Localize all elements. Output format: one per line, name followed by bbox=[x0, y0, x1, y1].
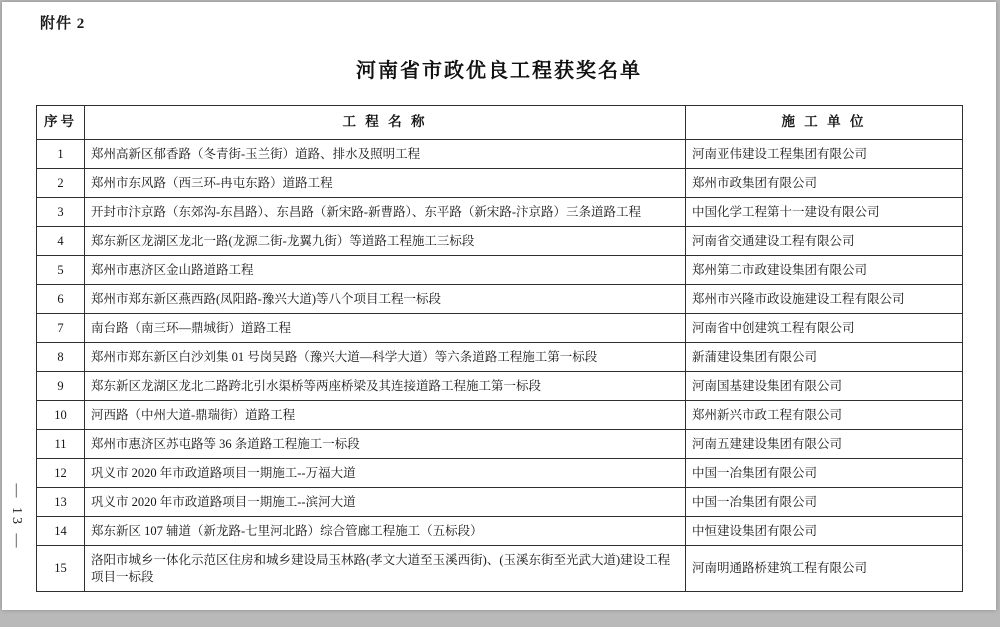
project-name-cell: 河西路（中州大道-鼎瑞街）道路工程 bbox=[85, 401, 686, 430]
project-name-cell: 郑州市东风路（西三环-冉屯东路）道路工程 bbox=[85, 169, 686, 198]
project-name-cell: 郑东新区龙湖区龙北二路跨北引水渠桥等两座桥梁及其连接道路工程施工第一标段 bbox=[85, 372, 686, 401]
row-index-cell: 12 bbox=[37, 459, 85, 488]
row-index-cell: 6 bbox=[37, 285, 85, 314]
project-name-cell: 郑州市郑东新区燕西路(凤阳路-豫兴大道)等八个项目工程一标段 bbox=[85, 285, 686, 314]
table-row bbox=[37, 401, 963, 430]
page-title: 河南省市政优良工程获奖名单 bbox=[356, 60, 642, 82]
project-name-cell: 巩义市 2020 年市政道路项目一期施工--滨河大道 bbox=[85, 488, 686, 517]
construction-unit-cell: 中恒建设集团有限公司 bbox=[686, 517, 963, 546]
construction-unit-cell: 河南五建建设集团有限公司 bbox=[686, 430, 963, 459]
construction-unit-cell: 郑州市政集团有限公司 bbox=[686, 169, 963, 198]
attachment-label: 附件 2 bbox=[40, 16, 86, 32]
construction-unit-cell: 河南国基建设集团有限公司 bbox=[686, 372, 963, 401]
construction-unit-cell: 新蒲建设集团有限公司 bbox=[686, 343, 963, 372]
table-row bbox=[37, 140, 963, 169]
project-name-cell: 郑州高新区郁香路（冬青街-玉兰街）道路、排水及照明工程 bbox=[85, 140, 686, 169]
table-row bbox=[37, 169, 963, 198]
table-row bbox=[37, 285, 963, 314]
row-index-cell: 8 bbox=[37, 343, 85, 372]
project-name-cell: 南台路（南三环—鼎城街）道路工程 bbox=[85, 314, 686, 343]
table-row bbox=[37, 343, 963, 372]
row-index-cell: 13 bbox=[37, 488, 85, 517]
table-row bbox=[37, 517, 963, 546]
construction-unit-cell: 河南亚伟建设工程集团有限公司 bbox=[686, 140, 963, 169]
construction-unit-cell: 中国一冶集团有限公司 bbox=[686, 459, 963, 488]
construction-unit-cell: 中国化学工程第十一建设有限公司 bbox=[686, 198, 963, 227]
row-index-cell: 15 bbox=[37, 546, 85, 592]
col-header-index: 序号 bbox=[37, 106, 85, 140]
col-header-construction-unit: 施 工 单 位 bbox=[686, 106, 963, 140]
project-name-cell: 郑州市惠济区苏屯路等 36 条道路工程施工一标段 bbox=[85, 430, 686, 459]
page-number: — 13 — bbox=[9, 483, 24, 551]
table-row bbox=[37, 488, 963, 517]
awards-table bbox=[36, 105, 963, 592]
col-header-project-name: 工 程 名 称 bbox=[85, 106, 686, 140]
table-row bbox=[37, 198, 963, 227]
row-index-cell: 4 bbox=[37, 227, 85, 256]
construction-unit-cell: 中国一冶集团有限公司 bbox=[686, 488, 963, 517]
table-row bbox=[37, 459, 963, 488]
project-name-cell: 郑州市惠济区金山路道路工程 bbox=[85, 256, 686, 285]
table-row bbox=[37, 256, 963, 285]
table-row bbox=[37, 430, 963, 459]
construction-unit-cell: 郑州新兴市政工程有限公司 bbox=[686, 401, 963, 430]
row-index-cell: 5 bbox=[37, 256, 85, 285]
row-index-cell: 3 bbox=[37, 198, 85, 227]
table-header-row bbox=[37, 106, 963, 140]
project-name-cell: 巩义市 2020 年市政道路项目一期施工--万福大道 bbox=[85, 459, 686, 488]
table-row bbox=[37, 546, 963, 592]
construction-unit-cell: 河南明通路桥建筑工程有限公司 bbox=[686, 546, 963, 592]
document-page bbox=[2, 2, 996, 610]
project-name-cell: 郑州市郑东新区白沙刘集 01 号岗吴路（豫兴大道—科学大道）等六条道路工程施工第一标段 bbox=[85, 343, 686, 372]
row-index-cell: 14 bbox=[37, 517, 85, 546]
row-index-cell: 7 bbox=[37, 314, 85, 343]
project-name-cell: 郑东新区 107 辅道（新龙路-七里河北路）综合管廊工程施工（五标段） bbox=[85, 517, 686, 546]
construction-unit-cell: 郑州第二市政建设集团有限公司 bbox=[686, 256, 963, 285]
construction-unit-cell: 河南省交通建设工程有限公司 bbox=[686, 227, 963, 256]
row-index-cell: 11 bbox=[37, 430, 85, 459]
construction-unit-cell: 河南省中创建筑工程有限公司 bbox=[686, 314, 963, 343]
table-row bbox=[37, 227, 963, 256]
table-row bbox=[37, 314, 963, 343]
row-index-cell: 2 bbox=[37, 169, 85, 198]
row-index-cell: 9 bbox=[37, 372, 85, 401]
construction-unit-cell: 郑州市兴隆市政设施建设工程有限公司 bbox=[686, 285, 963, 314]
table-row bbox=[37, 372, 963, 401]
project-name-cell: 洛阳市城乡一体化示范区住房和城乡建设局玉林路(孝文大道至玉溪西街)、(玉溪东街至光武大道)建设工程项目一标段 bbox=[85, 546, 686, 592]
row-index-cell: 10 bbox=[37, 401, 85, 430]
row-index-cell: 1 bbox=[37, 140, 85, 169]
project-name-cell: 郑东新区龙湖区龙北一路(龙源二街-龙翼九街）等道路工程施工三标段 bbox=[85, 227, 686, 256]
project-name-cell: 开封市汴京路（东郊沟-东昌路）、东昌路（新宋路-新曹路）、东平路（新宋路-汴京路）三条道路工程 bbox=[85, 198, 686, 227]
